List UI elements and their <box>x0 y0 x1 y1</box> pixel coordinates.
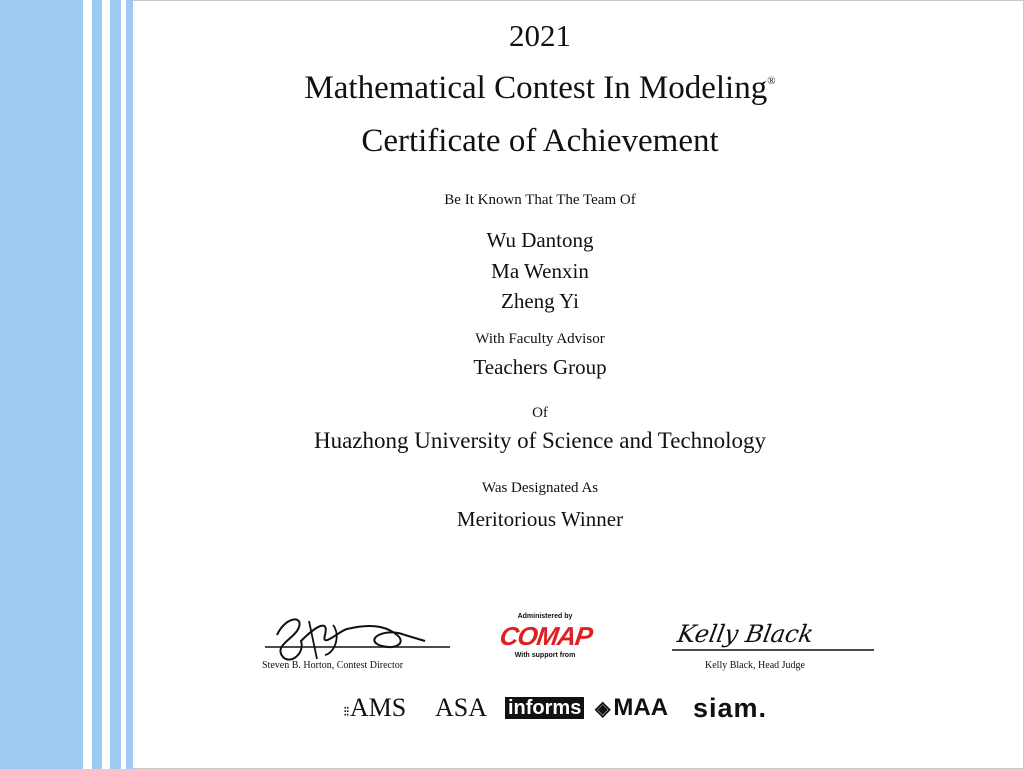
stripe-gap <box>102 0 110 769</box>
informs-logo <box>505 695 584 721</box>
certificate-subtitle: Certificate of Achievement <box>361 123 719 159</box>
comap-logo: COMAP <box>497 621 594 651</box>
certificate-year: 2021 <box>509 18 571 53</box>
maa-gem-icon: ◈ <box>595 698 611 720</box>
stripe-gap <box>83 0 92 769</box>
certificate <box>150 0 1024 769</box>
team-member: Wu Dantong <box>486 228 594 252</box>
team-member: Ma Wenxin <box>491 259 589 283</box>
team-intro: Be It Known That The Team Of <box>444 192 636 208</box>
stripe-narrow <box>126 0 133 769</box>
registered-mark: ® <box>767 75 776 87</box>
stripe-narrow <box>110 0 121 769</box>
contest-director-caption: Steven B. Horton, Contest Director <box>262 660 404 671</box>
university-name: Huazhong University of Science and Technology <box>313 428 767 453</box>
stripe-wide <box>0 0 83 769</box>
comap-administrator <box>497 613 594 685</box>
ams-dots-icon: ⁝⁝ <box>343 705 348 720</box>
advisor-name: Teachers Group <box>473 355 607 379</box>
certificate-title <box>150 70 930 107</box>
designation-label: Was Designated As <box>481 480 599 496</box>
sponsor-logos <box>343 688 783 728</box>
team-member: Zheng Yi <box>501 289 579 313</box>
informs-logo-text: informs <box>505 697 584 719</box>
head-judge-caption: Kelly Black, Head Judge <box>705 660 805 671</box>
head-judge-signature-text: Kelly Black <box>675 620 816 648</box>
decorative-stripes <box>0 0 150 769</box>
advisor-label: With Faculty Advisor <box>475 331 605 347</box>
administered-by-label: Administered by <box>517 613 573 620</box>
contest-name: Mathematical Contest In Modeling <box>304 70 768 106</box>
award-title: Meritorious Winner <box>456 507 624 531</box>
maa-logo <box>595 688 668 729</box>
stripe-narrow <box>92 0 102 769</box>
maa-logo-text: MAA <box>613 694 669 721</box>
ams-logo <box>343 688 406 733</box>
siam-logo-text: siam. <box>693 693 768 723</box>
of-label: Of <box>532 405 548 421</box>
asa-logo-text: ASA <box>435 693 488 722</box>
asa-logo <box>435 688 487 728</box>
ams-logo-text: AMS <box>349 693 407 722</box>
support-label: With support from <box>514 652 576 659</box>
siam-logo <box>693 688 767 728</box>
